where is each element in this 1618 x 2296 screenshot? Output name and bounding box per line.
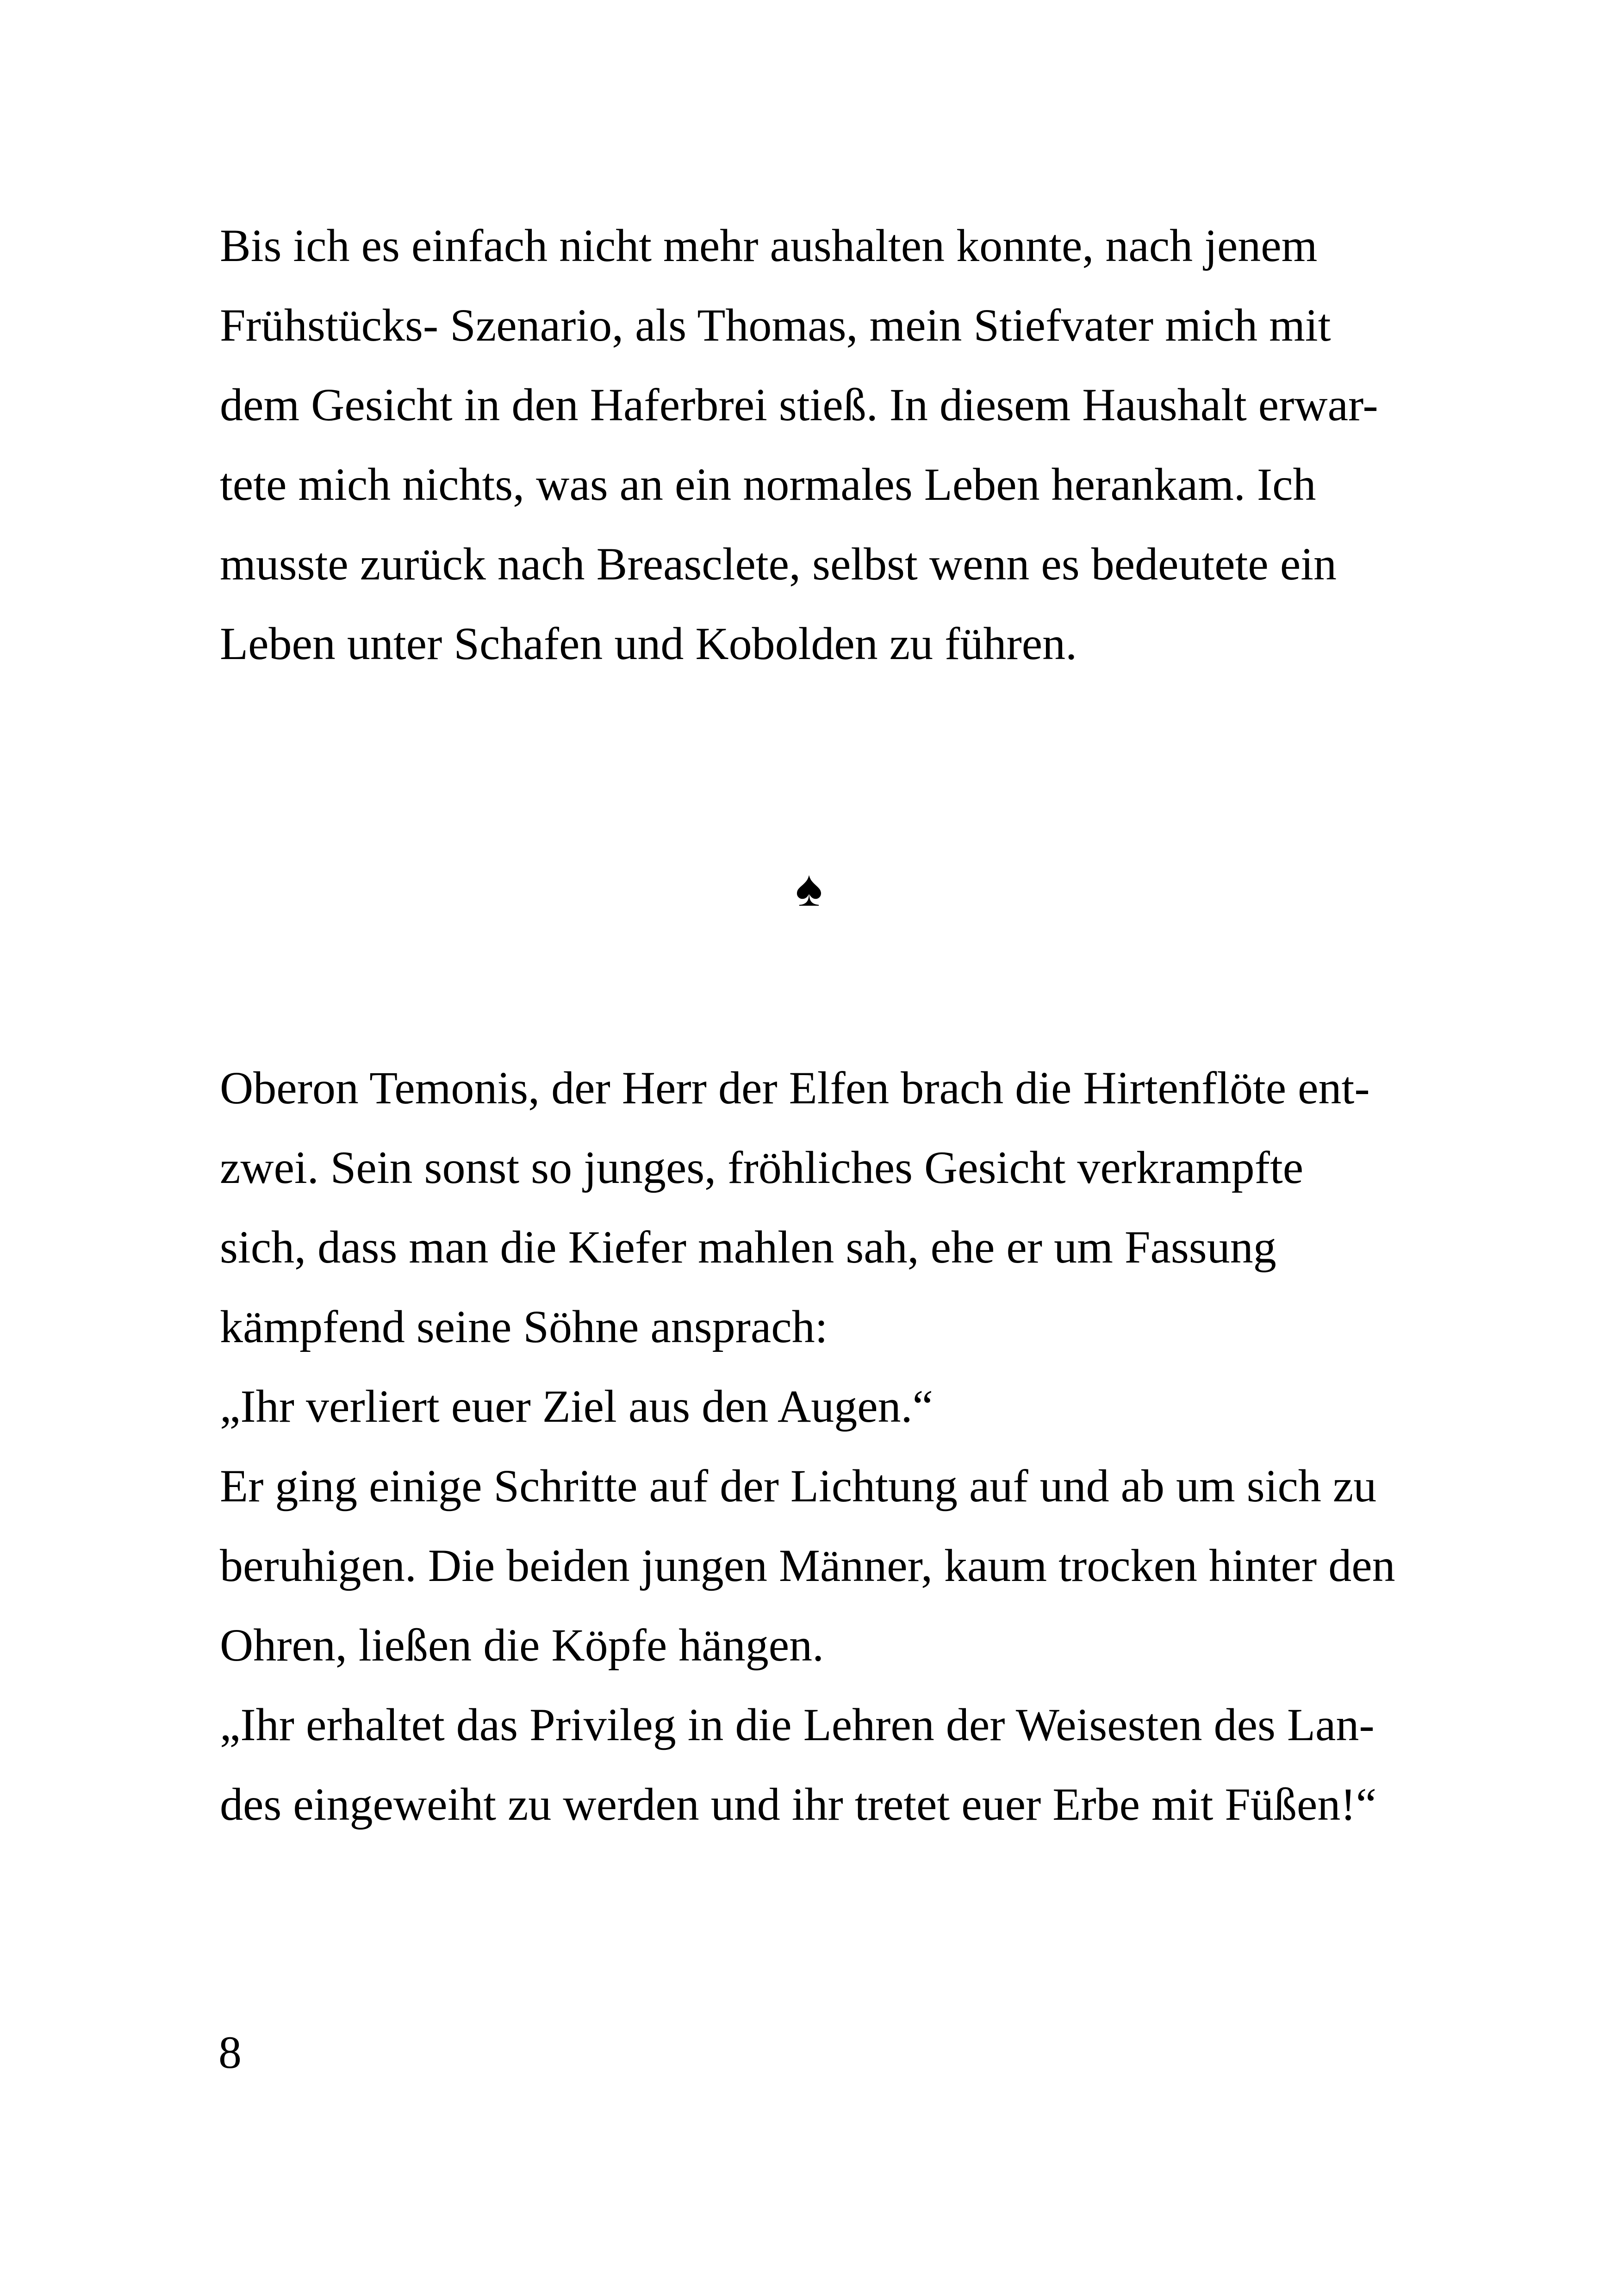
paragraph-1 bbox=[220, 206, 1442, 684]
text-line: beruhigen. Die beiden jungen Männer, kaum trocken hinter den bbox=[220, 1540, 1395, 1591]
text-line: kämpfend seine Söhne ansprach: bbox=[220, 1301, 828, 1352]
text-line: dem Gesicht in den Haferbrei stieß. In diesem Haushalt erwar- bbox=[220, 379, 1378, 430]
text-line: sich, dass man die Kiefer mahlen sah, ehe er um Fassung bbox=[220, 1221, 1276, 1273]
spade-icon: ♠ bbox=[795, 860, 823, 917]
text-line: Leben unter Schafen und Kobolden zu führen. bbox=[220, 618, 1077, 669]
text-line: tete mich nichts, was an ein normales Leben herankam. Ich bbox=[220, 459, 1316, 510]
text-line: Bis ich es einfach nicht mehr aushalten konnte, nach jenem bbox=[220, 220, 1318, 271]
text-line: „Ihr verliert euer Ziel aus den Augen.“ bbox=[220, 1381, 933, 1432]
section-divider bbox=[0, 856, 1618, 921]
text-line: Oberon Temonis, der Herr der Elfen brach die Hirtenflöte ent- bbox=[220, 1062, 1370, 1114]
text-line: des eingeweiht zu werden und ihr tretet euer Erbe mit Füßen!“ bbox=[220, 1779, 1377, 1830]
text-line: zwei. Sein sonst so junges, fröhliches Gesicht verkrampfte bbox=[220, 1142, 1304, 1193]
text-line: Ohren, ließen die Köpfe hängen. bbox=[220, 1619, 824, 1671]
text-line: Er ging einige Schritte auf der Lichtung auf und ab um sich zu bbox=[220, 1460, 1377, 1512]
text-line: „Ihr erhaltet das Privileg in die Lehren der Weisesten des Lan- bbox=[220, 1699, 1375, 1750]
text-line: musste zurück nach Breasclete, selbst wenn es bedeutete ein bbox=[220, 538, 1337, 590]
text-line: Frühstücks- Szenario, als Thomas, mein Stiefvater mich mit bbox=[220, 299, 1331, 351]
page-number: 8 bbox=[218, 2027, 242, 2078]
paragraph-2 bbox=[220, 1048, 1442, 1844]
